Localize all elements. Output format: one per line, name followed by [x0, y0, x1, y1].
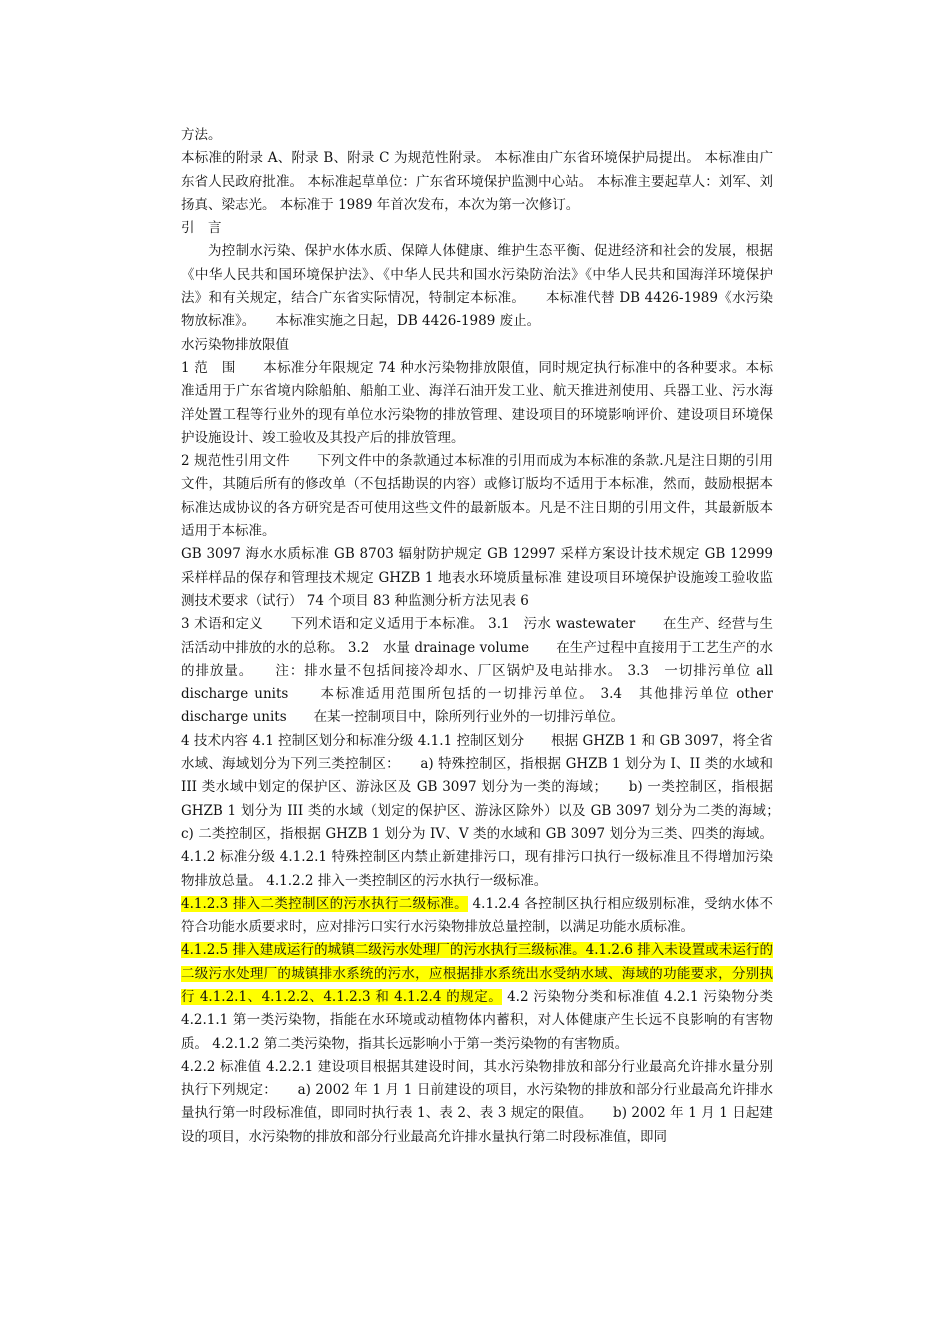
paragraph-foreword: 本标准的附录 A、附录 B、附录 C 为规范性附录。 本标准由广东省环境保护局提出。 本标准由广东省人民政府批准。 本标准起草单位：广东省环境保护监测中心站。 本标准主要起草人：刘军、刘扬真、梁志光。 本标准于 1989 年首次发布，本次为第一次修订。 [181, 150, 773, 213]
paragraph-4-1-2-5 [181, 939, 773, 1055]
document-page [181, 124, 800, 1149]
heading-introduction: 引 言 [181, 220, 222, 237]
paragraph-text: 4.1.2.4 各控制区执行相应级别标准，受纳水体不符合功能水质要求时，应对排污口实行水污染物排放总量控制，以满足功能水质标准。 [181, 895, 773, 936]
paragraph-4-2-2: 4.2.2 标准值 4.2.2.1 建设项目根据其建设时间，其水污染物排放和部分行业最高允许排水量分别执行下列规定： a) 2002 年 1 月 1 日前建设的项目，水污染物的排放和部分行业最高允许排水量执行第一时段标准值，即同时执行表 1、表 2、表 3 规定的限值。 b) 2002 年 1 月 1 日起建设的项目，水污染物的排放和部分行业最高允许排水量执行第二时段标准值，即同 [181, 1058, 773, 1145]
heading-standard-title: 水污染物排放限值 [181, 336, 289, 353]
section-4-technical-content: 4 技术内容 4.1 控制区划分和标准分级 4.1.1 控制区划分 根据 GHZB 1 和 GB 3097，将全省水域、海域划分为下列三类控制区： a) 特殊控制区，指根据 GHZB 1 划分为 I、II 类的水域和 III 类水域中划定的保护区、游泳区及 GB 3097 划分为一类的海域； b) 一类控制区，指根据 GHZB 1 划分为 III 类的水域（划定的保护区、游泳区除外）以及 GB 3097 划分为二类的海域； c) 二类控制区，指根据 GHZB 1 划分为 IV、V 类的水域和 GB 3097 划分为三类、四类的海域。 4.1.2 标准分级 4.1.2.1 特殊控制区内禁止新建排污口，现有排污口执行一级标准且不得增加污染物排放总量。 4.1.2.2 排入一类控制区的污水执行一级标准。 [181, 732, 800, 889]
paragraph-text: 4.2 污染物分类和标准值 4.2.1 污染物分类 4.2.1.1 第一类污染物，指能在水环境或动植物体内蓄积，对人体健康产生长远不良影响的有害物质。 4.2.1.2 第二类污染物，指其长远影响小于第一类污染物的有害物质。 [181, 988, 773, 1052]
reference-list: GB 3097 海水水质标准 GB 8703 辐射防护规定 GB 12997 采样方案设计技术规定 GB 12999 采样样品的保存和管理技术规定 GHZB 1 地表水环境质量标准 建设项目环境保护设施竣工验收监测技术要求（试行） 74 个项目 83 种监测分析方法见表 6 [181, 546, 773, 609]
highlighted-text: 4.1.2.3 排入二类控制区的污水执行二级标准。 [181, 895, 468, 912]
paragraph-introduction: 为控制水污染、保护水体水质、保障人体健康、维护生态平衡、促进经济和社会的发展，根据《中华人民共和国环境保护法》、《中华人民共和国水污染防治法》《中华人民共和国海洋环境保护法》和有关规定，结合广东省实际情况，特制定本标准。 本标准代替 DB 4426-1989《水污染物放标准》。 本标准实施之日起，DB 4426-1989 废止。 [181, 243, 773, 330]
highlighted-text: 4.1.2.5 排入建成运行的城镇二级污水处理厂的污水执行三级标准。4.1.2.6 排入未设置或未运行的二级污水处理厂的城镇排水系统的污水，应根据排水系统出水受纳水域、海域的功能要求，分别执行 4.1.2.1、4.1.2.2、4.1.2.3 和 4.1.2.4 的规定。 [181, 942, 773, 1005]
section-3-terms-definitions: 3 术语和定义 下列术语和定义适用于本标准。 3.1 污水 wastewater 在生产、经营与生活活动中排放的水的总称。 3.2 水量 drainage volume 在生产过程中直接用于工艺生产的水的排放量。 注：排水量不包括间接冷却水、厂区锅炉及电站排水。 3.3 一切排污单位 all discharge units 本标准适用范围所包括的一切排污单位。 3.4 其他排污单位 other discharge units 在某一控制项目中，除所列行业外的一切排污单位。 [181, 616, 773, 726]
section-1-scope: 1 范 围 本标准分年限规定 74 种水污染物排放限值，同时规定执行标准中的各种要求。本标准适用于广东省境内除船舶、船舶工业、海洋石油开发工业、航天推进剂使用、兵器工业、污水海洋处置工程等行业外的现有单位水污染物的排放管理、建设项目的环境影响评价、建设项目环境保护设施设计、竣工验收及其投产后的排放管理。 [181, 359, 773, 446]
paragraph-4-1-2-3 [181, 893, 773, 940]
paragraph-method-end: 方法。 [181, 127, 222, 143]
section-2-normative-references: 2 规范性引用文件 下列文件中的条款通过本标准的引用而成为本标准的条款.凡是注日期的引用文件，其随后所有的修改单（不包括勘误的内容）或修订版均不适用于本标准，然而，鼓励根据本标准达成协议的各方研究是否可使用这些文件的最新版本。凡是不注日期的引用文件，其最新版本适用于本标准。 [181, 453, 773, 540]
